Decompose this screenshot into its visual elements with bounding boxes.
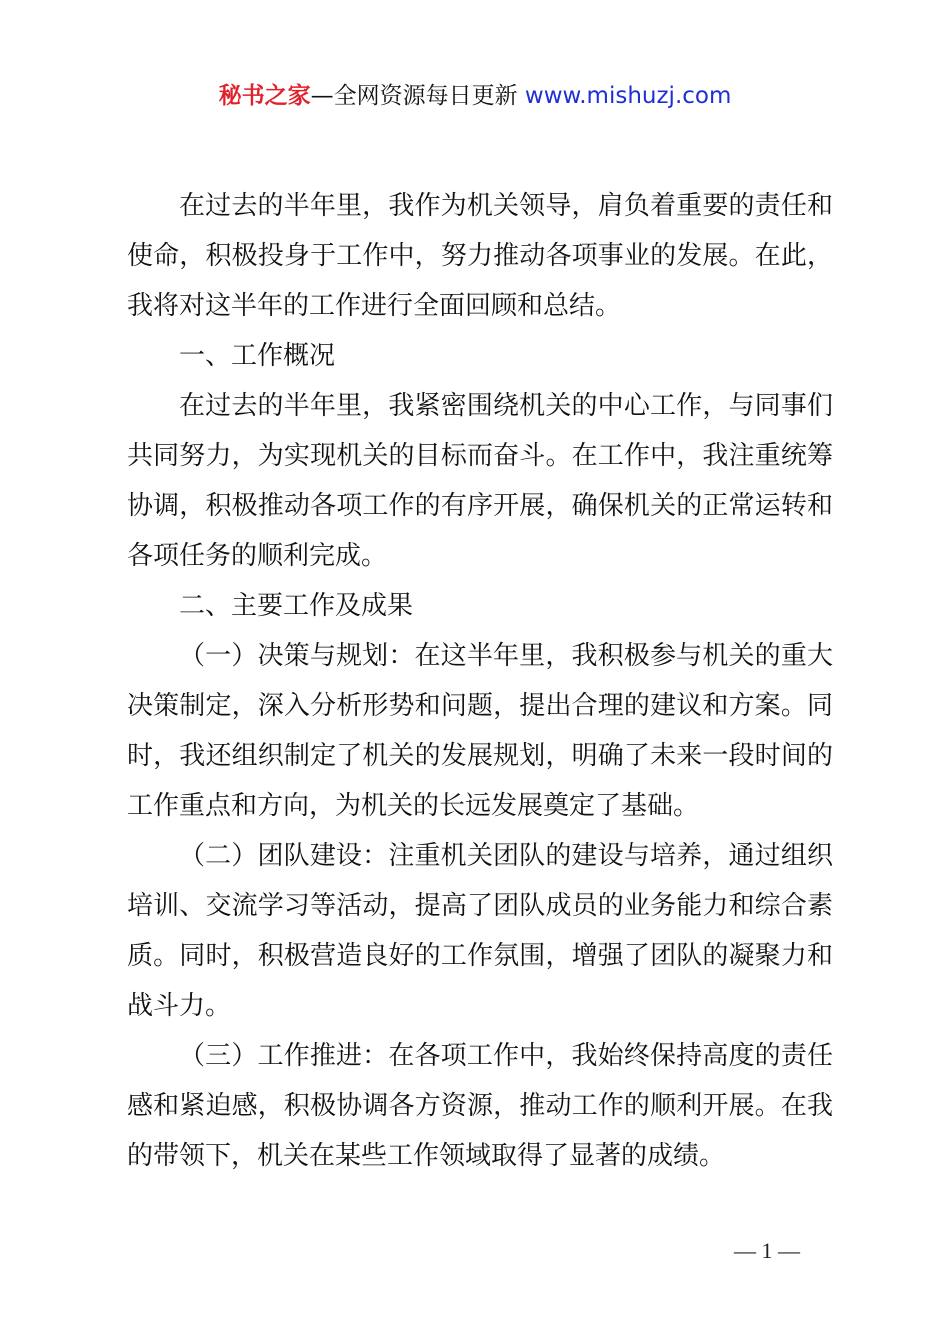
paragraph-overview: 在过去的半年里，我紧密围绕机关的中心工作，与同事们共同努力，为实现机关的目标而奋斗。在工作中，我注重统筹协调，积极推动各项工作的有序开展，确保机关的正常运转和各项任务的顺利完成。	[127, 391, 833, 571]
paragraph-intro: 在过去的半年里，我作为机关领导，肩负着重要的责任和使命，积极投身于工作中，努力推动各项事业的发展。在此，我将对这半年的工作进行全面回顾和总结。	[127, 191, 833, 321]
page-header	[0, 78, 950, 114]
page-number: — 1 —	[734, 1238, 800, 1263]
section-heading-overview: 一、工作概况	[179, 341, 336, 371]
brand-name: 秘书之家	[218, 83, 311, 109]
section-heading-main-work: 二、主要工作及成果	[179, 591, 414, 621]
paragraph-work-promotion: （三）工作推进：在各项工作中，我始终保持高度的责任感和紧迫感，积极协调各方资源，推动工作的顺利开展。在我的带领下，机关在某些工作领域取得了显著的成绩。	[127, 1041, 833, 1171]
document-body	[127, 181, 833, 1181]
header-tagline: —全网资源每日更新	[310, 83, 518, 109]
site-url-link[interactable]: www.mishuzj.com	[524, 83, 732, 109]
paragraph-team-building: （二）团队建设：注重机关团队的建设与培养，通过组织培训、交流学习等活动，提高了团队成员的业务能力和综合素质。同时，积极营造良好的工作氛围，增强了团队的凝聚力和战斗力。	[127, 841, 833, 1021]
paragraph-decision-planning: （一）决策与规划：在这半年里，我积极参与机关的重大决策制定，深入分析形势和问题，提出合理的建议和方案。同时，我还组织制定了机关的发展规划，明确了未来一段时间的工作重点和方向，为机关的长远发展奠定了基础。	[127, 641, 833, 821]
